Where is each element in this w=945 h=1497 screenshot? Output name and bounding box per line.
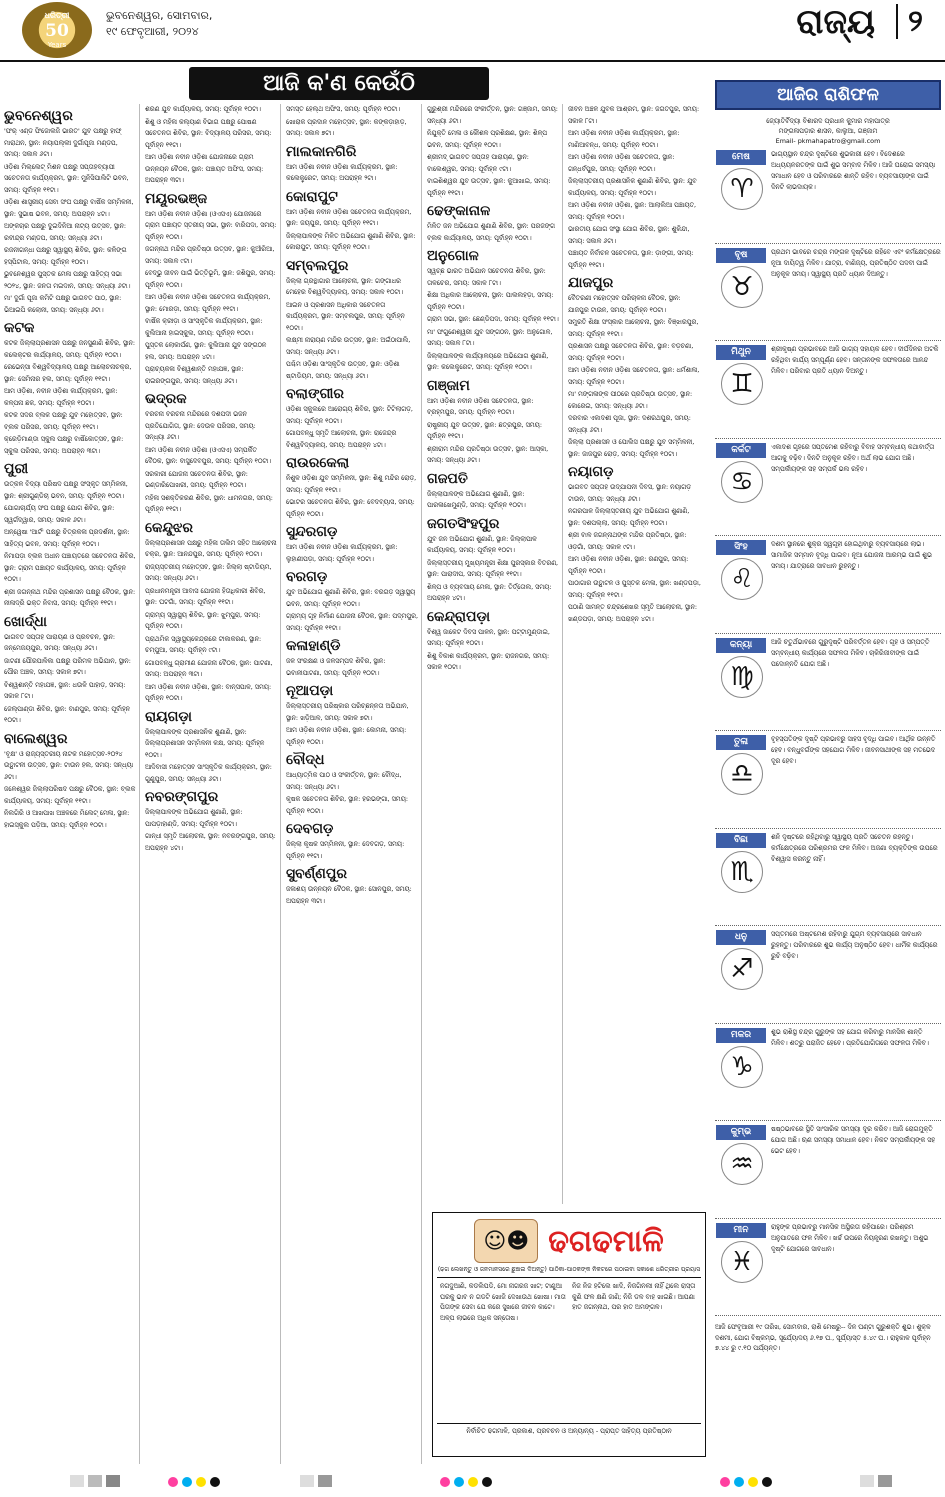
event-item: ସମସ୍ତ ହେଲ୍ଥ ଅଫିସ, ସମୟ: ପୂର୍ବାହ୍ନ ୧୦ଟା। <box>286 105 401 113</box>
registration-swatch <box>88 1475 102 1487</box>
event-item: ଶ୍ରୀରାମ ମନ୍ଦିର ପ୍ରତିଷ୍ଠା ଉତ୍ସବ, ସ୍ଥାନ: ଆସ୍କା, ସମୟ: ସନ୍ଧ୍ୟା ୬ଟା। <box>427 444 549 464</box>
event-item: ଆମ ଓଡ଼ିଶା ନବୀନ ଓଡ଼ିଶା ସଚେତନତା, ସ୍ଥାନ: ବ୍ରହ୍ମପୁର, ସମୟ: ପୂର୍ବାହ୍ନ ୧୦ଟା। <box>427 396 534 416</box>
author-name: ଜ୍ୟୋତିର୍ବିଦ୍ୟା ବିଶାରଦ ପ୍ରଧାନ କୁମାର ମହାପାତ୍ର <box>766 117 890 125</box>
dateline-date: ୧୯ ଫେବୃଆରୀ, ୨୦୨୪ <box>106 25 199 38</box>
event-item: ଜିଲ୍ଲାସ୍ତରୀୟ ପରିଷ୍କାର ପରିଚ୍ଛନ୍ନତା ଅଭିଯାନ, ସ୍ଥାନ: ଖଡ଼ିଆଳ, ସମୟ: ସକାଳ ୭ଟା। <box>286 702 409 722</box>
newspaper-logo <box>22 2 92 58</box>
event-item: ଜିଲ୍ଲାପାଳଙ୍କ ପ୍ରଶାସନିକ ଶୁଣାଣି, ସ୍ଥାନ: ଜିଲ୍ଲାପ୍ରଶାସନ ସମ୍ମିଳନୀ କକ୍ଷ, ସମୟ: ପୂର୍ବାହ୍ନ ୧୦ଟା। <box>145 727 265 759</box>
event-item: ମା' ଫଗୁଣେଶ୍ୱରୀ ଯୁବ ସଙ୍ଗଠନ, ସ୍ଥାନ: ଅନୁଗୋଳ, ସମୟ: ସକାଳ ୮ଟା। <box>427 327 553 347</box>
page-banner: ଆଜି କ'ଣ କେଉଁଠି <box>189 67 489 100</box>
event-item: ବାର୍ଷିକ କ୍ରୀଡ଼ା ଓ ସାଂସ୍କୃତିକ କାର୍ଯ୍ୟକ୍ରମ, ସ୍ଥାନ: କୁଲିଆନା ହାଇସ୍କୁଲ, ସମୟ: ପୂର୍ବାହ୍ନ ୧୦ଟା। <box>145 317 263 337</box>
cyan-dot-icon <box>734 1477 744 1487</box>
event-item: ଆମ ଓଡ଼ିଶା ନବୀନ ଓଡ଼ିଶା କାର୍ଯ୍ୟକ୍ରମ, ସ୍ଥାନ: କଲେକ୍ଟ୍ରେଟ, ସମୟ: ଅପରାହ୍ନ ୨ଟା। <box>286 162 398 182</box>
event-item: ଶିକ୍ଷା ଅଧିକାର ଆଲୋଚନା, ସ୍ଥାନ: ପାଲଲହଡ଼ା, ସମୟ: ପୂର୍ବାହ୍ନ ୧୦ଟା। <box>427 291 554 311</box>
rashi-text: ଷଷ୍ଠଭାବରେ ସ୍ଥିତି ସାଂସାରିକ ସମସ୍ୟା ଦୂର କରିବ। ଆଜି ରୋଗମୁକ୍ତି ଯୋଗ ଅଛି। ଋଣ ସମସ୍ୟା ସମାଧାନ ହେବ। ନିକଟ ସମ୍ପର୍କୀୟଙ୍କ ସହ ଭେଟ ହେବ। <box>771 1125 936 1155</box>
cyan-dot-icon <box>182 1477 192 1487</box>
ad-right-text: ନିଜ ନିଜ ହଟିଲେ ଖାଦି, ନିଜଗିନଲୀ ନାହିଁ ଥିଲେ ରାସ୍ତା କୁଣି ଫଳ କ୍ଷଣି ଜାଣି; ନିଜି ଡଳ ବାହ ଖାଇଛି। ଆପଣା ହାତ ଜଗନ୍ନାଥ, ପର ହାତ ଅମଙ୍ଗଳ। <box>572 1282 696 1311</box>
district-heading: ଦେବଗଡ଼ <box>286 821 334 837</box>
ad-left-text: ନଗଦୁଆଣି, କଡଲିପଡି, ମୋ ନାଗରଜ ଖାଟ; ଟାଣୁଆ ଘରକୁ ଭାବ ନ ଗଡଟି ଖୋଜି ଦେଖାଉଥ ଖୋଷା। ମାତା ପିତାଙ୍କ ସେବା ଯେ କରେ ସୁଖରେ ଜୀବନ କାଟେ। ଅଳ୍ପ ଲାଭରେ ଅଧିକ ସନ୍ତୋଷ। <box>440 1282 566 1322</box>
rashi-text: ସପ୍ତମରେ ଅଷ୍ଟମେଶ ରହିବାରୁ ଯୁଗ୍ମ ବ୍ୟବସାୟରେ ସାବଧାନ ରୁହନ୍ତୁ। ପରିବାରରେ ଶୁଭ କାର୍ଯ୍ୟ ଅନୁଷ୍ଠିତ ହେବ। ଧାର୍ମିକ କାର୍ଯ୍ୟରେ ରୁଚି ବଢ଼ିବ। <box>771 930 938 960</box>
event-item: କଟକ ସଦର ବ୍ଲକ ପକ୍ଷରୁ ଯୁବ ମହୋତ୍ସବ, ସ୍ଥାନ: ବ୍ଲକ ପରିସର, ସମୟ: ପୂର୍ବାହ୍ନ ୧୧ଟା। <box>4 411 123 431</box>
event-item: ଶ୍ରୀମଦ୍ ଭାଗବତ ସପ୍ତାହ ପାରାୟଣ, ସ୍ଥାନ: ବାଲେଶ୍ୱର, ସମୟ: ପୂର୍ବାହ୍ନ ୯ଟା। <box>427 153 529 173</box>
event-item: ଗ୍ରାମ୍ୟ ସ୍ୱାସ୍ଥ୍ୟ ଶିବିର, ସ୍ଥାନ: ଝୁମ୍ପୁରା, ସମୟ: ପୂର୍ବାହ୍ନ ୧୦ଟା। <box>145 610 261 630</box>
event-item: ରାଷ୍ଟ୍ରୀୟ ଯୁବ ଉତ୍ସବ, ସ୍ଥାନ: ଛତ୍ରପୁର, ସମୟ: ପୂର୍ବାହ୍ନ ୧୧ଟା। <box>427 420 542 440</box>
event-item: ଆମ ଓଡ଼ିଶା ନବୀନ ଓଡ଼ିଶା, ସ୍ଥାନ: ରଣପୁର, ସମୟ: ପୂର୍ବାହ୍ନ ୧୦ଟା। <box>568 555 689 575</box>
event-item: ଉତ୍କଳ ବିଦ୍ୟା ପରିଷଦ ପକ୍ଷରୁ ସଂସ୍କୃତ ସମ୍ମିଳନୀ, ସ୍ଥାନ: ଶ୍ରୀଗୁଣ୍ଡିଚା ଭବନ, ସମୟ: ପୂର୍ବାହ୍ନ ୧୦ଟା। <box>4 480 128 500</box>
rashi-entry <box>715 536 941 634</box>
rashi-name: ମିଥୁନ <box>716 345 766 360</box>
event-item: ଖୋରାକ ପ୍ରଦାନ ମହୋତ୍ସବ, ସ୍ଥାନ: କଙ୍କଡ଼ାହାଡ଼, ସମୟ: ସକାଳ ୭ଟା। <box>286 117 407 137</box>
district-heading: ଗଜପତି <box>427 470 468 487</box>
event-item: ନିଯୁକ୍ତି ମେଳା ଓ କୌଶଳ ପ୍ରଶିକ୍ଷଣ, ସ୍ଥାନ: ଶିଳ୍ପ ଭବନ, ସମୟ: ପୂର୍ବାହ୍ନ ୧୦ଟା। <box>427 129 548 149</box>
event-item: ଗୁରୁଶ୍ରୀ ମନ୍ଦିରରେ ସଂକୀର୍ତ୍ତନ, ସ୍ଥାନ: ଗଞ୍ଜାମ, ସମୟ: ସନ୍ଧ୍ୟା ୬ଟା। <box>427 105 558 125</box>
ad-name: ଢଗଢମାଳି <box>548 1223 664 1259</box>
event-item: ପୁସ୍ତକ ଲୋକାର୍ପଣ, ସ୍ଥାନ: କୁଲିଆନା ଯୁବ ସଙ୍ଗଠନ ହଲ, ସମୟ: ଅପରାହ୍ନ ୪ଟା। <box>145 341 267 361</box>
rashi-name: କନ୍ୟା <box>716 638 766 653</box>
event-item: ଦରବାର ଏକାଦଶୀ ପୂଜା, ସ୍ଥାନ: ଦଶରଥପୁର, ସମୟ: ସନ୍ଧ୍ୟା ୬ଟା। <box>568 414 691 434</box>
rashi-text: ଆଜି ଚତୁର୍ଥଭାବରେ ଗୁରୁଦୃଷ୍ଟି ପରିବର୍ତ୍ତନ ହେବ। ଗୃହ ଓ ସମ୍ପତ୍ତି ସମ୍ବନ୍ଧୀୟ କାର୍ଯ୍ୟରେ ସଫଳତା ମିଳିବ। ଚାକିରିଜୀବୀଙ୍କ ପାଇଁ ପଦୋନ୍ନତି ଯୋଗ ଅଛି। <box>771 637 930 668</box>
zodiac-symbol-icon: ♐ <box>721 948 763 990</box>
event-item: ବେଦ୍ଭୁ ଜୀବନ ପାଇଁ ଭିତ୍ତିଭୂମି, ସ୍ଥାନ: ଜଶିପୁର, ସମୟ: ପୂର୍ବାହ୍ନ ୧୦ଟା। <box>145 269 276 289</box>
event-item: ଜିଲ୍ଲାପାଳଙ୍କ ଅଭିଯୋଗ ଶୁଣାଣି, ସ୍ଥାନ: ପାପଡ଼ାହାଣ୍ଡି, ସମୟ: ପୂର୍ବାହ୍ନ ୧୦ଟା। <box>145 808 243 828</box>
district-heading: ରାଉରକେଲା <box>286 455 350 471</box>
cyan-dot-icon <box>454 1477 464 1487</box>
event-item: କୃଷକ ସଚେତନତା ଶିବିର, ସ୍ଥାନ: ହରଭଙ୍ଗା, ସମୟ: ପୂର୍ବାହ୍ନ ୧୦ଟା। <box>286 795 409 815</box>
registration-swatch <box>70 1475 84 1487</box>
event-item: ଶିଶୁ ଓ ମହିଳା କଲ୍ୟାଣ ବିଭାଗ ପକ୍ଷରୁ ପୋଷଣ ସଚେତନତା ଶିବିର, ସ୍ଥାନ: ବିଦ୍ୟାଳୟ ପରିସର, ସମୟ: ପୂର୍ବାହ୍ନ ୧୧ଟା। <box>145 117 272 149</box>
event-item: ଶ୍ରୀ ବାଳ ଜଗନ୍ନାଥଙ୍କ ମନ୍ଦିର ପ୍ରତିଷ୍ଠା, ସ୍ଥାନ: ଓଡ଼ଗାଁ, ସମୟ: ସକାଳ ୯ଟା। <box>568 531 687 551</box>
event-item: ବିଶ୍ୱ ଜାକେଟ ଦିବସ ପାଳନ, ସ୍ଥାନ: ପଟ୍ଟାମୁଣ୍ଡାଇ, ସମୟ: ପୂର୍ବାହ୍ନ ୧୦ଟା। <box>427 627 550 647</box>
ad-body <box>437 1281 701 1421</box>
event-item: ଆମ ଓଡ଼ିଶା ନବୀନ ଓଡ଼ିଶା ଯୋଜନାରେ ଗ୍ରାମ ଉନ୍ନୟନ ବୈଠକ, ସ୍ଥାନ: ପଞ୍ଚାୟତ ଅଫିସ, ସମୟ: ଅପରାହ୍ନ ୩ଟା। <box>145 153 264 184</box>
event-item: ଜଳେଶ୍ୱର ଜିଲ୍ଲାପରିଷଦ ପକ୍ଷରୁ ବୈଠକ, ସ୍ଥାନ: ବ୍ଲକ କାର୍ଯ୍ୟାଳୟ, ସମୟ: ପୂର୍ବାହ୍ନ ୧୧ଟା। <box>4 785 136 805</box>
event-item: ଗ୍ରାମ୍ୟ ଗୃହ ନିର୍ମାଣ ଯୋଜନା ବୈଠକ, ସ୍ଥାନ: ପଦ୍ମପୁର, ସମୟ: ପୂର୍ବାହ୍ନ ୧୧ଟା। <box>286 612 418 632</box>
event-item: ଗାନ୍ଧୀ ସ୍ମୃତି ଆଲୋଚନା, ସ୍ଥାନ: ନବରଙ୍ଗପୁର, ସମୟ: ଅପରାହ୍ନ ୪ଟା। <box>145 832 276 852</box>
event-item: ଜାଟଣୀ ପୌରପାଳିକା ପକ୍ଷରୁ ପରିମଳ ଅଭିଯାନ, ସ୍ଥାନ: ପୌର ଅଞ୍ଚଳ, ସମୟ: ସକାଳ ୭ଟା। <box>4 656 131 676</box>
event-item: ଆମ ଓଡ଼ିଶା ନବୀନ ଓଡ଼ିଶା କାର୍ଯ୍ୟକ୍ରମ, ସ୍ଥାନ: ମାଣିଆବନ୍ଧ, ସମୟ: ପୂର୍ବାହ୍ନ ୧୦ଟା। <box>568 129 680 149</box>
event-item: 'ଫର୍ ଏଣ୍ଡ ଫିଜୋଲଜି ଭାରତ' ଯୁବ ପକ୍ଷରୁ ହାଫ୍ ମାରାଥନ, ସ୍ଥାନ: ନୟାପଲ୍ଲୀ ଦୁର୍ଗାପୂଜା ମଣ୍ଡପ, ସମୟ: ସକାଳ ୬ଟା। <box>4 127 122 158</box>
rashi-name: ବିଛା <box>716 833 766 848</box>
district-heading: କଳାହାଣ୍ଡି <box>286 638 341 654</box>
event-item: ନିଲଗିରି ଓ ଆଖପାଖ ଅଞ୍ଚଳରେ ମିଲେଟ୍ ମେଳା, ସ୍ଥାନ: ହାଇସ୍କୁଲ ପଡ଼ିଆ, ସମୟ: ପୂର୍ବାହ୍ନ ୧୦ଟା। <box>4 809 130 829</box>
event-item: ଜଳାଶୟ ଉନ୍ନୟନ ବୈଠକ, ସ୍ଥାନ: ସୋନପୁର, ସମୟ: ଅପରାହ୍ନ ୩ଟା। <box>286 885 412 905</box>
rashi-entry <box>715 341 941 439</box>
black-dot-icon <box>762 1477 772 1487</box>
district-heading: ନବରଙ୍ଗପୁର <box>145 789 219 805</box>
ad-subtitle: (ଢଗ ଲେଖନ୍ତୁ ଓ ଜନମାନସରେ ଛୁଞ୍ଚାଇ ଦିଅନ୍ତୁ) ପାଠିକା-ପାଠକଙ୍କ ନିକଟରେ ପଠାଇବା ସକାଶେ ଧରିତ୍ରୀର ପ୍ରୟାସ <box>437 1265 701 1278</box>
rashi-entry <box>715 439 941 537</box>
zodiac-symbol-icon: ♉ <box>721 266 763 308</box>
event-item: ଆମ ଓଡ଼ିଶା ନବୀନ ଓଡ଼ିଶା, ସ୍ଥାନ: କୋମନା, ସମୟ: ପୂର୍ବାହ୍ନ ୧୦ଟା। <box>286 726 407 746</box>
zodiac-symbol-icon: ♏ <box>721 851 763 893</box>
logo-tag: Years <box>47 41 67 49</box>
dhagadhamali-ad <box>432 1212 706 1457</box>
event-item: ଯୁବ ଜନ ଅଭିଯୋଗ ଶୁଣାଣି, ସ୍ଥାନ: ଜିଲ୍ଲାପାଳ କାର୍ଯ୍ୟାଳୟ, ସମୟ: ପୂର୍ବାହ୍ନ ୧୦ଟା। <box>427 534 537 554</box>
event-item: ଅଙ୍କଚାର ପକ୍ଷରୁ ଦୁଇଦିନିଆ ନାଟ୍ୟ ଉତ୍ସବ, ସ୍ଥାନ: ରବୀନ୍ଦ୍ର ମଣ୍ଡପ, ସମୟ: ସନ୍ଧ୍ୟା ୬ଟା। <box>4 222 126 242</box>
rashi-text: ଦଶମ ସ୍ଥାନରେ ଶୁକ୍ର ସ୍ୱଗୃହୀ ହୋଇଥିବାରୁ ବ୍ୟବସାୟରେ ଲାଭ। ସାମାଜିକ ସମ୍ମାନ ବୃଦ୍ଧି ପାଇବ। ନୂଆ ଯୋଜନା ଆରମ୍ଭ ପାଇଁ ଶୁଭ ସମୟ। ଯାତ୍ରାରେ ସାବଧାନ ରୁହନ୍ତୁ। <box>771 540 932 570</box>
rashi-name: ତୁଳା <box>716 735 766 750</box>
event-item: ଜଗନ୍ନାଥ ମନ୍ଦିର ପ୍ରତିଷ୍ଠା ଉତ୍ସବ, ସ୍ଥାନ: କୁଆଁରିଆ, ସମୟ: ସକାଳ ୯ଟା। <box>145 245 275 265</box>
district-heading: ବାଲେଶ୍ୱର <box>4 730 68 747</box>
zodiac-symbol-icon: ♋ <box>721 461 763 503</box>
rashi-text: ଏକାଦଶ ଗୃହରେ ସପ୍ତମେଶ ରହିବାରୁ ବିବାହ ସମ୍ବନ୍ଧୀୟ କଥାବାର୍ତ୍ତା ଆଗକୁ ବଢ଼ିବ। ଦିନଟି ଅନୁକୂଳ ରହିବ। ଅର୍ଥ ଲାଭ ଯୋଗ ଅଛି। ସମ୍ପର୍କୀୟଙ୍କ ସହ ସମ୍ପର୍କ ଭଲ ରହିବ। <box>771 442 935 473</box>
event-item: ଜିଲ୍ଲାସ୍ତରୀୟ ପ୍ରଶାସନିକ ଶୁଣାଣି ଶିବିର, ସ୍ଥାନ: ଯୁବ କାର୍ଯ୍ୟାଳୟ, ସମୟ: ପୂର୍ବାହ୍ନ ୧୦ଟା। <box>568 177 697 197</box>
zodiac-symbol-icon: ♈ <box>721 168 763 210</box>
panchang-note: ଆଜି ଫେବୃଆରୀ ୧୯ ତାରିଖ, ସୋମବାର, ରାଶି ମେଷରୁ-- ଦିନ ଘଣ୍ଟା ଗୁରୁଶକ୍ତି ଶୁଭ। ଶୁକ୍ଳ ଦଶମୀ, ଯୋଗ ବିଷ୍କମ୍ଭ, ସୂର୍ଯ୍ୟୋଦୟ ୬.୧୭ ଘ., ସୂର୍ଯ୍ୟାସ୍ତ ୫.୪୯ ଘ.। ରାହୁକାଳ ପୂର୍ବାହ୍ନ ୭.୪୪ ରୁ ୯.୧୦ ପର୍ଯ୍ୟନ୍ତ। <box>715 1323 931 1352</box>
district-heading: କେନ୍ଦ୍ରାପଡ଼ା <box>427 608 491 625</box>
event-item: ଆମ ଓଡ଼ିଶା ନବୀନ ଓଡ଼ିଶା ସଚେତନତା, ସ୍ଥାନ: ଗନ୍ଧର୍ବପୁର, ସମୟ: ପୂର୍ବାହ୍ନ ୧୦ଟା। <box>568 153 675 173</box>
event-item: ଭାରତୀୟ ଯୋଗ ସଂସ୍ଥା ଯୋଗ ଶିବିର, ସ୍ଥାନ: ଶୁକିନ୍ଦା, ସମୟ: ସକାଳ ୬ଟା। <box>568 225 690 245</box>
event-item: ଭୋଟର ସଚେତନତା ଶିବିର, ସ୍ଥାନ: ବେଦବ୍ୟାସ, ସମୟ: ପୂର୍ବାହ୍ନ ୧୦ଟା। <box>286 498 415 518</box>
zodiac-symbol-icon: ♌ <box>721 558 763 600</box>
events-column <box>145 104 281 1464</box>
event-item: ଜିଲ୍ଲା ଗ୍ରନ୍ଥାଗାର ଆଲୋଚନା, ସ୍ଥାନ: ଗଙ୍ଗାଧର ମେହେର ବିଶ୍ୱବିଦ୍ୟାଳୟ, ସମୟ: ସକାଳ ୧୦ଟା। <box>286 276 404 296</box>
event-item: ପଶ୍ଚିମ ଓଡ଼ିଶା ସାଂସ୍କୃତିକ ଉତ୍ସବ, ସ୍ଥାନ: ଓଡ଼ିଶା ଷ୍ଟାଡିୟମ, ସମୟ: ସନ୍ଧ୍ୟା ୬ଟା। <box>286 360 400 380</box>
rashi-name: ମୀନ <box>716 1223 766 1238</box>
district-heading: ଯାଜପୁର <box>568 275 614 291</box>
district-heading: କେନ୍ଦୁଝର <box>145 519 194 536</box>
event-item: ଓଡ଼ିଶା ମିଲ୍ଲେଟ୍ ମିଶନ ପକ୍ଷରୁ ସପ୍ତାହବ୍ୟାପୀ ସଚେତନତା କାର୍ଯ୍ୟକ୍ରମ, ସ୍ଥାନ: ମୁନିସିପାଲିଟି ଭବନ, ସମୟ: ପୂର୍ବାହ୍ନ ୧୧ଟା। <box>4 162 129 194</box>
rashi-name: ଧନୁ <box>716 930 766 945</box>
registration-swatch <box>860 1475 874 1487</box>
event-item: ଓଡ଼ିଶା ସ୍କୁଲରେ ଆରୋଗ୍ୟ ଶିବିର, ସ୍ଥାନ: ଟିଟିଲାଗଡ଼, ସମୟ: ପୂର୍ବାହ୍ନ ୧୦ଟା। <box>286 405 413 425</box>
rashi-list <box>715 146 941 1316</box>
event-item: ନିମାପଡ଼ା ବ୍ଲକ ଅଧୀନ ପଞ୍ଚାୟତରେ ସଚେତନତା ଶିବିର, ସ୍ଥାନ: ଗ୍ରାମ ପଞ୍ଚାୟତ କାର୍ଯ୍ୟାଳୟ, ସମୟ: ପୂର୍ବାହ୍ନ ୧୦ଟା। <box>4 552 136 583</box>
cartoon-faces-icon: ☺☻ <box>474 1219 538 1263</box>
district-heading: ଅନୁଗୋଳ <box>427 248 479 264</box>
rashi-entry <box>715 829 941 927</box>
district-heading: ନୟାଗଡ଼ <box>568 464 614 480</box>
event-item: କ୍ରେଡ଼ିମାଣ୍ଡା ସ୍କୁଲ ପକ୍ଷରୁ ବାର୍ଷିକୋତ୍ସବ, ସ୍ଥାନ: ସ୍କୁଲ ପରିସର, ସମୟ: ଅପରାହ୍ନ ୩ଟା। <box>4 435 124 455</box>
black-dot-icon <box>482 1477 492 1487</box>
event-item: ଜେଲ୍ପାଣ୍ଡା ଶିବିର, ସ୍ଥାନ: ବାଣପୁର, ସମୟ: ପୂର୍ବାହ୍ନ ୧୦ଟା। <box>4 704 131 724</box>
event-item: ଜୀବନ ଅଞ୍ଚଳ ଯୁବକ ଆଶ୍ରମ, ସ୍ଥାନ: ଜଗତପୁର, ସମୟ: ସକାଳ ୮ଟା। <box>568 105 700 125</box>
event-item: ନିଶୁଳ ଓଡ଼ିଶା ଯୁବ ସମ୍ମିଳନୀ, ସ୍ଥାନ: ଶିଶୁ ମନ୍ଦିର ରୋଡ଼, ସମୟ: ପୂର୍ବାହ୍ନ ୧୧ଟା। <box>286 474 417 494</box>
event-item: ପାଠାଗାର ଉଦ୍ଘାଟନ ଓ ପୁସ୍ତକ ମେଳା, ସ୍ଥାନ: ଖଣ୍ଡପଡ଼ା, ସମୟ: ପୂର୍ବାହ୍ନ ୧୧ଟା। <box>568 579 701 599</box>
district-heading: ମୟୂରଭଞ୍ଜ <box>145 190 208 207</box>
yellow-dot-icon <box>196 1477 206 1487</box>
event-item: ବୈତରଣୀ ମହୋତ୍ସବ ପରିଚାଳନା ବୈଠକ, ସ୍ଥାନ: ଯାଜପୁର ଟାଉନ, ସମୟ: ପୂର୍ବାହ୍ନ ୧୦ଟା। <box>568 294 681 314</box>
event-item: ଲକ୍ଷ୍ମୀ ନାରାୟଣ ମନ୍ଦିର ଉତ୍ସବ, ସ୍ଥାନ: ଅଇଁଠାପାଲି, ସମୟ: ସନ୍ଧ୍ୟା ୬ଟା। <box>286 336 411 356</box>
event-item: ମିଳିତ ଜନ ଅଭିଯୋଗ ଶୁଣାଣି ଶିବିର, ସ୍ଥାନ: ପରଜଙ୍ଗ ବ୍ଲକ କାର୍ଯ୍ୟାଳୟ, ସମୟ: ପୂର୍ବାହ୍ନ ୧୦ଟା। <box>427 222 555 242</box>
event-item: ପ୍ରଶାସନ ପକ୍ଷରୁ ସଚେତନତା ଶିବିର, ସ୍ଥାନ: ବଡ଼ଚଣା, ସମୟ: ପୂର୍ବାହ୍ନ ୧୦ଟା। <box>568 342 694 362</box>
district-heading: ନୂଆପଡ଼ା <box>286 683 334 699</box>
event-item: ଯୋଗାଚାର୍ଯ୍ୟ ସଂଘ ପକ୍ଷରୁ ଯୋଗ ଶିବିର, ସ୍ଥାନ: ସ୍ୱର୍ଗଦ୍ୱାର, ସମୟ: ସକାଳ ୬ଟା। <box>4 504 115 524</box>
district-heading: ମାଲକାନଗିରି <box>286 143 357 160</box>
zodiac-symbol-icon: ♎ <box>721 753 763 795</box>
district-heading: ଜଗତସିଂହପୁର <box>427 515 500 532</box>
event-item: ବାଇଶିଶ୍ୱର ଯୁବ ଉତ୍ସବ, ସ୍ଥାନ: କୁଆଖାଇ, ସମୟ: ପୂର୍ବାହ୍ନ ୧୧ଟା। <box>427 177 551 197</box>
event-item: ଗୋପବନ୍ଧୁ ଗ୍ରାମୀଣ ଯୋଜନା ବୈଠକ, ସ୍ଥାନ: ପାଟଣା, ସମୟ: ଅପରାହ୍ନ ୩ଟା। <box>145 658 273 678</box>
event-item: ଜିଲ୍ଲାସ୍ତରୀୟ ମୁଖ୍ୟମନ୍ତ୍ରୀ ଶିକ୍ଷା ପୁରସ୍କାର ବିତରଣ, ସ୍ଥାନ: ପାରାଦୀପ, ସମୟ: ପୂର୍ବାହ୍ନ ୧୧ଟା। <box>427 558 559 578</box>
event-item: ସମ୍ପ୍ରତି ଶିକ୍ଷା ସଂସ୍କାର ଆଲୋଚନା, ସ୍ଥାନ: ବିଞ୍ଝାରପୁର, ସମୟ: ପୂର୍ବାହ୍ନ ୧୧ଟା। <box>568 318 699 338</box>
yellow-dot-icon <box>748 1477 758 1487</box>
rashi-text: ଶୁଭ ରାଶିସ୍ଥ ଚନ୍ଦ୍ର ଗୁରୁଙ୍କ ସହ ଯୋଗ କରିବାରୁ ମାନସିକ ଶାନ୍ତି ମିଳିବ। ଶତ୍ରୁ ପରାଜିତ ହେବେ। ପ୍ରତିଯୋଗିତାରେ ସଫଳତା ମିଳିବ। <box>771 1027 929 1047</box>
rashifal-section <box>715 80 941 1465</box>
district-heading: ସମ୍ବଲପୁର <box>286 257 349 274</box>
event-item: ଜିଲ୍ଲାପାଳଙ୍କ କାର୍ଯ୍ୟାଳୟରେ ଅଭିଯୋଗ ଶୁଣାଣି, ସ୍ଥାନ: କଲେକ୍ଟ୍ରେଟ, ସମୟ: ପୂର୍ବାହ୍ନ ୧୦ଟା। <box>427 351 549 371</box>
rashi-text: ପ୍ରଥମ ଭାବରେ ଚନ୍ଦ୍ର ମଙ୍ଗଳ ଦୃଷ୍ଟିରେ ରହିବେ ଏବଂ କର୍ମକ୍ଷେତ୍ରରେ ନୂଆ ଦାୟିତ୍ୱ ମିଳିବ। ଯାତ୍ରା, ବାଣିଜ୍ୟ, ପ୍ରତିଷ୍ଠିତ ପଦବୀ ପାଇଁ ଅନୁକୂଳ ସମୟ। ସ୍ୱାସ୍ଥ୍ୟ ପ୍ରତି ଧ୍ୟାନ ଦିଅନ୍ତୁ। <box>771 247 941 278</box>
event-item: ଭୁବନେଶ୍ୱର ପୁସ୍ତକ ମେଳା ପକ୍ଷରୁ ସାହିତ୍ୟ ସଭା ୨୦୨୪, ସ୍ଥାନ: ଜନତା ମଇଦାନ, ସମୟ: ସନ୍ଧ୍ୟା ୬ଟା। <box>4 270 131 290</box>
author-email: Email- pkmahapatro@gmail.com <box>775 137 881 145</box>
page-number: ୨ <box>896 4 923 39</box>
events-column <box>427 104 563 1204</box>
event-item: ଆଦିବାସୀ ମହୋତ୍ସବ ସାଂସ୍କୃତିକ କାର୍ଯ୍ୟକ୍ରମ, ସ୍ଥାନ: ଗୁଣୁପୁର, ସମୟ: ସନ୍ଧ୍ୟା ୬ଟା। <box>145 763 272 783</box>
rashi-name: କୁମ୍ଭ <box>716 1125 766 1140</box>
rashi-name: କର୍କଟ <box>716 443 766 458</box>
zodiac-symbol-icon: ♓ <box>721 1241 763 1283</box>
event-item: ଗ୍ରାମ ସଭା, ସ୍ଥାନ: ଛେଣ୍ଡିପଦା, ସମୟ: ପୂର୍ବାହ୍ନ ୧୧ଟା। <box>427 315 559 323</box>
event-item: ଜଳ ସଂରକ୍ଷଣ ଓ ଜଳସମ୍ପଦ ଶିବିର, ସ୍ଥାନ: ଭବାନୀପାଟଣା, ସମୟ: ପୂର୍ବାହ୍ନ ୧୦ଟା। <box>286 657 386 677</box>
district-heading: ଗଞ୍ଜାମ <box>427 377 470 394</box>
district-heading: ରାୟଗଡ଼ା <box>145 708 192 725</box>
rashi-entry <box>715 731 941 829</box>
logo-name: ଧରିତ୍ରୀ <box>44 11 70 20</box>
registration-swatch <box>106 1475 120 1487</box>
event-item: 'ବୃକ୍ଷ' ଓ ରାଜ୍ୟସ୍ତରୀୟ ନାଟକ ମହୋତ୍ସବ-୨୦୨୪ ଉଦ୍ଘାଟନୀ ଉତ୍ସବ, ସ୍ଥାନ: ଟାଉନ ହଲ, ସମୟ: ସନ୍ଧ୍ୟା ୬ଟା। <box>4 749 134 781</box>
rashi-entry <box>715 244 941 342</box>
registration-swatch <box>878 1475 892 1487</box>
district-heading: ସୁବର୍ଣ୍ଣପୁର <box>286 866 347 882</box>
event-item: ଜିଲ୍ଲା ପ୍ରଶାସନ ଓ ପୋଲିସ ପକ୍ଷରୁ ଯୁବ ସମ୍ମିଳନୀ, ସ୍ଥାନ: ଜାଜପୁର ରୋଡ଼, ସମୟ: ପୂର୍ବାହ୍ନ ୧୦ଟା। <box>568 438 695 458</box>
print-registration-marks <box>0 1473 945 1493</box>
event-item: ଆଇନ ଓ ପ୍ରଶାସନ ଅଧିକାର ସଚେତନତା କାର୍ଯ୍ୟକ୍ରମ, ସ୍ଥାନ: ସମ୍ବଲପୁର, ସମୟ: ପୂର୍ବାହ୍ନ ୧୦ଟା। <box>286 300 405 332</box>
rashi-text: ବୃହସ୍ପତିଙ୍କ ଦୃଷ୍ଟି ପ୍ରଭାବରୁ ସାହସ ବୃଦ୍ଧି ପାଇବ। ଆର୍ଥିକ ଉନ୍ନତି ହେବ। ବନ୍ଧୁବର୍ଗଙ୍କ ସହଯୋଗ ମିଳିବ। ଜୀବନସାଥୀଙ୍କ ସହ ମତଭେଦ ଦୂର ହେବ। <box>771 735 936 765</box>
ad-footer: ନିର୍ବାଚିତ ଢଗମାଳି, ପ୍ରକାଶ, ପ୍ରବଚନ ଓ ଅନ୍ୟାନ୍ୟ - ପ୍ରାପ୍ତ ସାହିତ୍ୟ ପ୍ରତିଷ୍ଠାନ <box>437 1423 701 1436</box>
events-column <box>286 104 422 1464</box>
event-item: ଯୁବ ଅଭିଯୋଗ ଶୁଣାଣି ଶିବିର, ସ୍ଥାନ: ବରଗଡ଼ ସ୍ୱାସ୍ଥ୍ୟ ଭବନ, ସମୟ: ପୂର୍ବାହ୍ନ ୧୦ଟା। <box>286 588 416 608</box>
black-dot-icon <box>210 1477 220 1487</box>
event-item: ଆମ ଓଡ଼ିଶା ନବୀନ ଓଡ଼ିଶା (ଓଏସଏ) ଯୋଜନାରେ ଗ୍ରାମ ପଞ୍ଚାୟତ ସ୍ତରୀୟ ସଭା, ସ୍ଥାନ: ବାରିପଦା, ସମୟ: ପୂର୍ବାହ୍ନ ୧୦ଟା। <box>145 209 277 241</box>
ad-title <box>437 1217 701 1265</box>
section-title: ରାଜ୍ୟ <box>796 2 875 42</box>
magenta-dot-icon <box>720 1477 730 1487</box>
event-item: ବିଶ୍ୱଶାନ୍ତି ମହାଯଜ୍ଞ, ସ୍ଥାନ: ଧଉଳି ପାହାଡ଼, ସମୟ: ସକାଳ ୮ଟା। <box>4 680 126 700</box>
rashi-entry <box>715 634 941 732</box>
rashi-text: ଶନି ଦୃଷ୍ଟରେ ରହିଥିବାରୁ ସ୍ୱାସ୍ଥ୍ୟ ପ୍ରତି ସଚେତନ ରହନ୍ତୁ। କର୍ମକ୍ଷେତ୍ରରେ ପରିଶ୍ରମର ଫଳ ମିଳିବ। ଅଜଣା ବ୍ୟକ୍ତିଙ୍କ ଉପରେ ବିଶ୍ୱାସ କରନ୍ତୁ ନାହିଁ। <box>771 832 938 863</box>
rashifal-title: ଆଜିର ରାଶିଫଳ <box>715 80 941 110</box>
event-item: ଜିଲ୍ଲାପ୍ରଶାସନ ପକ୍ଷରୁ ମହିଳା ତାଲିମ ସହିତ ଆଲୋଚନା ଚକ୍ର, ସ୍ଥାନ: ଆନନ୍ଦପୁର, ସମୟ: ପୂର୍ବାହ୍ନ ୧୦ଟା। <box>145 538 277 558</box>
event-item: ପ୍ରଧାନମନ୍ତ୍ରୀ ଆବାସ ଯୋଜନା ହିତାଧିକାରୀ ଶିବିର, ସ୍ଥାନ: ଘଟଗାଁ, ସମୟ: ପୂର୍ବାହ୍ନ ୧୧ଟା। <box>145 586 266 606</box>
event-item: ଓଡ଼ିଶା ଶାସ୍ତ୍ରୀୟ ସେବା ସଂଘ ପକ୍ଷରୁ ବାର୍ଷିକ ସମ୍ମିଳନୀ, ସ୍ଥାନ: ସୁଭାଷ ଭବନ, ସମୟ: ଅପରାହ୍ନ ୪ଟା। <box>4 198 134 218</box>
rashi-name: ସିଂହ <box>716 540 766 555</box>
logo-years: 50 <box>45 21 69 41</box>
district-heading: ପୁରୀ <box>4 461 29 477</box>
rashi-text: ଭାଗ୍ୟସ୍ଥାନ ଚନ୍ଦ୍ର ଦୃଷ୍ଟିରେ ଶୁଭକାରୀ ହେବ। ବିଦେଶରେ ଅଧ୍ୟୟନରତଙ୍କ ପାଇଁ ଶୁଭ ସମ୍ବାଦ ମିଳିବ। ଆଜି ଘରୋଇ ସମସ୍ୟା ସମାଧାନ ହେବ ଓ ପରିବାରରେ ଶାନ୍ତି ରହିବ। ବ୍ୟବସାୟୀଙ୍କ ପାଇଁ ଦିନଟି ଲାଭଦାୟକ। <box>771 150 936 191</box>
rashi-entry <box>715 1121 941 1219</box>
event-item: ଆମ ଓଡ଼ିଶା ନବୀନ ଓଡ଼ିଶା ସଚେତନତା, ସ୍ଥାନ: ଧର୍ମଶାଳା, ସମୟ: ପୂର୍ବାହ୍ନ ୧୦ଟା। <box>568 366 700 386</box>
zodiac-symbol-icon: ♍ <box>721 656 763 698</box>
rashi-entry <box>715 146 941 244</box>
event-item: ଆମ ଓଡ଼ିଶା ନବୀନ ଓଡ଼ିଶା କାର୍ଯ୍ୟକ୍ରମ, ସ୍ଥାନ: ଲୁହାଣୀପଡ଼ା, ସମୟ: ପୂର୍ବାହ୍ନ ୧୦ଟା। <box>286 543 398 563</box>
rashi-entry <box>715 1219 941 1317</box>
event-item: ଜିଲ୍ଲା କୃଷକ ସମ୍ମିଳନୀ, ସ୍ଥାନ: ଦେବଗଡ଼, ସମୟ: ପୂର୍ବାହ୍ନ ୧୧ଟା। <box>286 840 405 860</box>
event-item: ମହିଳା ସଶକ୍ତିକରଣ ଶିବିର, ସ୍ଥାନ: ଧାମନଗର, ସମୟ: ପୂର୍ବାହ୍ନ ୧୧ଟା। <box>145 493 273 513</box>
rashi-entry <box>715 926 941 1024</box>
events-column <box>568 104 704 1204</box>
event-item: ନଗରପାଳ ଜିଲ୍ଲାସ୍ତରୀୟ ଯୁବ ଅଭିଯୋଗ ଶୁଣାଣି, ସ୍ଥାନ: ଦଶପଲ୍ଲା, ସମୟ: ପୂର୍ବାହ୍ନ ୧୦ଟା। <box>568 507 690 527</box>
zodiac-symbol-icon: ♒ <box>721 1143 763 1185</box>
event-item: ଶ୍ରୀ ଜଗନ୍ନାଥ ମନ୍ଦିର ପ୍ରଶାସନ ପକ୍ଷରୁ ବୈଠକ, ସ୍ଥାନ: ନୀଳାଦ୍ରି ଭକ୍ତ ନିବାସ, ସମୟ: ପୂର୍ବାହ୍ନ ୧୧ଟା। <box>4 587 136 607</box>
event-item: ଆମ ଓଡ଼ିଶା ନବୀନ ଓଡ଼ିଶା ସଚେତନତା କାର୍ଯ୍ୟକ୍ରମ, ସ୍ଥାନ: ମୋରଡ଼ା, ସମୟ: ପୂର୍ବାହ୍ନ ୧୧ଟା। <box>145 293 271 313</box>
district-heading: କଟକ <box>4 320 35 336</box>
rashi-text: ଶ୍ରୀକୃଷ୍ଣ ପ୍ରଭାବରେ ଆଜି ଭାଗ୍ୟ ସହାୟକ ହେବ। ଦୀର୍ଘଦିନର ଅଟକି ରହିଥିବା କାର୍ଯ୍ୟ ସମ୍ପୂର୍ଣ୍ଣ ହେବ। ସନ୍ତାନଙ୍କ ସଫଳତାରେ ଆନନ୍ଦ ମିଳିବ। ପରିବାର ପ୍ରତି ଧ୍ୟାନ ଦିଅନ୍ତୁ। <box>771 345 939 375</box>
rashi-text: ରାହୁଙ୍କ ପ୍ରଭାବରୁ ମାନସିକ ଅସ୍ଥିରତା ରହିପାରେ। ପରିଶ୍ରମ ଅନୁପାତରେ ଫଳ ମିଳିବ। ଖର୍ଚ୍ଚ ଉପରେ ନିୟନ୍ତ୍ରଣ ରଖନ୍ତୁ। ଅଶୁଭ ଦୃଷ୍ଟି ଯୋଗରେ ସାବଧାନ। <box>771 1222 929 1253</box>
event-item: ଜିଲ୍ଲାପାଳଙ୍କ ଅଭିଯୋଗ ଶୁଣାଣି, ସ୍ଥାନ: ପାରଳାଖେମୁଣ୍ଡି, ସମୟ: ପୂର୍ବାହ୍ନ ୧୦ଟା। <box>427 489 526 509</box>
author-address: ମଙ୍ଗଳାପଡ଼ାର ଶାସନ, କାଲୁଆ, ଗଞ୍ଜାମ <box>778 127 878 135</box>
dateline-city-day: ଭୁବନେଶ୍ୱର, ସୋମବାର, <box>106 9 213 22</box>
event-item: ଶରଣ ଯୁବ କାର୍ଯ୍ୟାଳୟ, ସମୟ: ପୂର୍ବାହ୍ନ ୧୦ଟା। <box>145 105 261 113</box>
event-item: ସ୍ୱଚ୍ଛ ଭାରତ ଅଭିଯାନ ସଚେତନତା ଶିବିର, ସ୍ଥାନ: ତାଳଚେର, ସମୟ: ସକାଳ ୮ଟା। <box>427 267 546 287</box>
event-item: ବରଚନା ବରଚନା ମନ୍ଦିରରେ ଦଶପଦୀ ଭଜନ ପ୍ରତିଯୋଗିତା, ସ୍ଥାନ: ଦେଉଳ ପରିସର, ସମୟ: ସନ୍ଧ୍ୟା ୬ଟା। <box>145 410 256 441</box>
event-item: ରାଜ୍ୟସ୍ତରୀୟ ମହୋତ୍ସବ, ସ୍ଥାନ: ଜିଲ୍ଲା ଷ୍ଟାଡିୟମ, ସମୟ: ସନ୍ଧ୍ୟା ୬ଟା। <box>145 562 272 582</box>
event-item: ଆମ ଓଡ଼ିଶା, ନବୀନ ଓଡ଼ିଶା କାର୍ଯ୍ୟକ୍ରମ, ସ୍ଥାନ: କଳ୍ପନା ଛକ, ସମୟ: ପୂର୍ବାହ୍ନ ୧୦ଟା। <box>4 387 118 407</box>
masthead <box>0 0 945 62</box>
zodiac-symbol-icon: ♑ <box>721 1046 763 1088</box>
event-item: ରଜନୀଗନ୍ଧା ପକ୍ଷରୁ ସ୍ୱାସ୍ଥ୍ୟ ଶିବିର, ସ୍ଥାନ: କଳିଙ୍ଗ ହସ୍ପିଟାଲ, ସମୟ: ପୂର୍ବାହ୍ନ ୧୦ଟା। <box>4 246 127 266</box>
event-item: ଆମ ଓଡ଼ିଶା ନବୀନ ଓଡ଼ିଶା (ଓଏସଏ) ସମ୍ପର୍କିତ ବୈଠକ, ସ୍ଥାନ: ବାସୁଦେବପୁର, ସମୟ: ପୂର୍ବାହ୍ନ ୧୦ଟା। <box>145 445 272 465</box>
event-item: ଶିଶୁ ବିକାଶ କାର୍ଯ୍ୟକ୍ରମ, ସ୍ଥାନ: ରାଜନଗର, ସମୟ: ସକାଳ ୧୦ଟା। <box>427 651 550 671</box>
district-heading: କୋରାପୁଟ <box>286 188 338 205</box>
events-column <box>4 104 140 1464</box>
event-item: ଗୋପବନ୍ଧୁ ସ୍ମୃତି ଆଲୋଚନା, ସ୍ଥାନ: ରାଜେନ୍ଦ୍ର ବିଶ୍ୱବିଦ୍ୟାଳୟ, ସମୟ: ଅପରାହ୍ନ ୪ଟା। <box>286 429 397 449</box>
event-item: ସରକାରୀ ଯୋଜନା ସଚେତନତା ଶିବିର, ସ୍ଥାନ: ଭଣ୍ଡାରିପୋଖରୀ, ସମୟ: ପୂର୍ବାହ୍ନ ୧୦ଟା। <box>145 469 248 489</box>
district-heading: ଖୋର୍ଦ୍ଧା <box>4 613 47 630</box>
magenta-dot-icon <box>168 1477 178 1487</box>
event-item: ଅନ୍ୱେଷା 'ଆର୍ଟ' ପକ୍ଷରୁ ଚିତ୍ରକଳା ପ୍ରଦର୍ଶନୀ, ସ୍ଥାନ: ସାହିତ୍ୟ ଭବନ, ସମୟ: ପୂର୍ବାହ୍ନ ୧୦ଟା। <box>4 528 130 548</box>
district-heading: ବରଗଡ଼ <box>286 569 328 585</box>
event-item: ପ୍ରାଥମିକ ସ୍ୱାସ୍ଥ୍ୟକେନ୍ଦ୍ରରେ ଟୀକାକରଣ, ସ୍ଥାନ: ଚମ୍ପୁଆ, ସମୟ: ପୂର୍ବାହ୍ନ ୯ଟା। <box>145 634 262 654</box>
event-item: ଆମ ଓଡ଼ିଶା ନବୀନ ଓଡ଼ିଶା, ସ୍ଥାନ: ଆଲାଲିଆ ପଞ୍ଚାୟତ, ସମୟ: ପୂର୍ବାହ୍ନ ୧୦ଟା। <box>568 201 697 221</box>
event-item: ଭାଗବତ ସପ୍ତାହ ପାରାୟଣ ଓ ପ୍ରବଚନ, ସ୍ଥାନ: ଜନ୍ମେଜୟପୁର, ସମୟ: ସନ୍ଧ୍ୟା ୬ଟା। <box>4 632 116 652</box>
district-heading: ଢେଙ୍କାନାଳ <box>427 203 491 219</box>
yellow-dot-icon <box>468 1477 478 1487</box>
rashi-entry <box>715 1024 941 1122</box>
event-item: ଆମ ଓଡ଼ିଶା ନବୀନ ଓଡ଼ିଶା ସଚେତନତା କାର୍ଯ୍ୟକ୍ରମ, ସ୍ଥାନ: ଜୟପୁର, ସମୟ: ପୂର୍ବାହ୍ନ ୧୧ଟା। <box>286 207 412 227</box>
rashi-name: ବୃଷ <box>716 248 766 263</box>
district-heading: ବଲାଙ୍ଗୀର <box>286 386 344 402</box>
district-heading: ଭୁବନେଶ୍ୱର <box>4 108 73 124</box>
event-item: ପ୍ରାଚ୍ୟକଳା ବିଶ୍ୱଶାନ୍ତି ମହାଯଜ୍ଞ, ସ୍ଥାନ: ରାଇରଙ୍ଗପୁର, ସମୟ: ସନ୍ଧ୍ୟା ୬ଟା। <box>145 365 244 385</box>
event-item: ମା' ମଙ୍ଗଳାଙ୍କ ପୀଠରେ ପ୍ରତିଷ୍ଠା ଉତ୍ସବ, ସ୍ଥାନ: କୋରେଇ, ସମୟ: ସନ୍ଧ୍ୟା ୬ଟା। <box>568 390 693 410</box>
event-item: ଭାଗବତ ସପ୍ତାହ ଉଦ୍ଯାପନୀ ଦିବସ, ସ୍ଥାନ: ନୟାଗଡ଼ ଟାଉନ, ସମୟ: ସନ୍ଧ୍ୟା ୬ଟା। <box>568 483 691 503</box>
rashi-name: ମକର <box>716 1028 766 1043</box>
registration-swatch <box>300 1475 314 1487</box>
rashi-name: ମେଷ <box>716 150 766 165</box>
event-item: ଆମ ଓଡ଼ିଶା ନବୀନ ଓଡ଼ିଶା, ସ୍ଥାନ: ବାନ୍ସପାଳ, ସମୟ: ପୂର୍ବାହ୍ନ ୧୦ଟା। <box>145 682 272 702</box>
registration-swatch <box>318 1475 332 1487</box>
event-item: ଆଧ୍ୟାତ୍ମିକ ପାଠ ଓ ସଂକୀର୍ତ୍ତନ, ସ୍ଥାନ: ବୌଦ୍ଧ, ସମୟ: ସନ୍ଧ୍ୟା ୬ଟା। <box>286 771 402 791</box>
magenta-dot-icon <box>440 1477 450 1487</box>
event-item: ରେଭେନ୍ସା ବିଶ୍ୱବିଦ୍ୟାଳୟ ପକ୍ଷରୁ ଆଲୋଚନାଚକ୍ର, ସ୍ଥାନ: ସେମିନାର ହଲ, ସମୟ: ପୂର୍ବାହ୍ନ ୧୧ଟା। <box>4 363 132 383</box>
zodiac-symbol-icon: ♊ <box>721 363 763 405</box>
rashifal-author <box>715 116 941 146</box>
event-item: କଟକ ଜିଲ୍ଲାପ୍ରଶାସନ ପକ୍ଷରୁ ଜନସୁଣାଣି ଶିବିର, ସ୍ଥାନ: କଲେକ୍ଟର କାର୍ଯ୍ୟାଳୟ, ସମୟ: ପୂର୍ବାହ୍ନ ୧୦ଟା। <box>4 339 136 359</box>
event-item: ମା' ଦୁର୍ଗା ପୂଜା କମିଟି ପକ୍ଷରୁ ଭାଗବତ ପାଠ, ସ୍ଥାନ: ଭିଆଇପି କଲୋନୀ, ସମୟ: ସନ୍ଧ୍ୟା ୬ଟା। <box>4 294 122 314</box>
event-item: ଶିଳ୍ପ ଓ ବ୍ୟବସାୟ ମେଳା, ସ୍ଥାନ: ତିର୍ତ୍ତୋଲ, ସମୟ: ଅପରାହ୍ନ ୪ଟା। <box>427 582 552 602</box>
event-item: ଜିଲ୍ଲାପାଳଙ୍କ ମିଳିତ ଅଭିଯୋଗ ଶୁଣାଣି ଶିବିର, ସ୍ଥାନ: କୋରାପୁଟ, ସମୟ: ପୂର୍ବାହ୍ନ ୧୦ଟା। <box>286 231 416 251</box>
event-item: ପଠାଣି ସାମନ୍ତ ଚନ୍ଦ୍ରଶେଖର ସ୍ମୃତି ଆଲୋଚନା, ସ୍ଥାନ: ଖଣ୍ଡପଡ଼ା, ସମୟ: ଅପରାହ୍ନ ୪ଟା। <box>568 603 698 623</box>
district-heading: ବୌଦ୍ଧ <box>286 752 325 768</box>
event-item: ପଞ୍ଚାୟତ ନିର୍ବାଚନ ସଚେତନତା, ସ୍ଥାନ: ଡ଼ାଙ୍ଗୀ, ସମୟ: ପୂର୍ବାହ୍ନ ୧୧ଟା। <box>568 249 694 269</box>
district-heading: ସୁନ୍ଦରଗଡ଼ <box>286 524 338 540</box>
district-heading: ଭଦ୍ରକ <box>145 391 187 407</box>
dateline <box>106 8 212 40</box>
